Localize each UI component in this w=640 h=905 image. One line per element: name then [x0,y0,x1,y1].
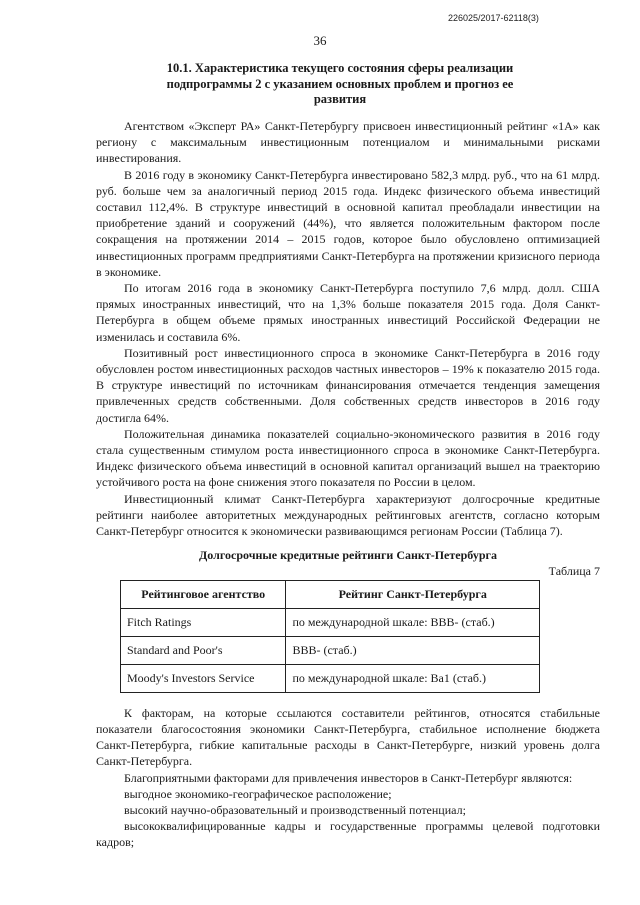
paragraph: В 2016 году в экономику Санкт-Петербурга инвестировано 582,3 млрд. руб., что на 61 млрд. руб. больше чем за аналогичный период 2015 года. Индекс физического объема инвестиций составил 112,4%. В структуре инвестиций в основной капитал преобладали инвестиции на приобретение зданий и сооружений (44%), что является положительным фактором после сокращения на протяжении 2014 – 2015 годов, которое было обусловлено оптимизацией инвестиционных программ предприятиями Санкт-Петербурга на протяжении кризисного периода в экономике. [96,167,600,279]
paragraph: По итогам 2016 года в экономику Санкт-Петербурга поступило 7,6 млрд. долл. США прямых иностранных инвестиций, что на 1,3% больше показателя 2015 года. Доля Санкт-Петербурга в общем объеме прямых иностранных инвестиций Российской Федерации не изменилась и составила 6%. [96,281,600,344]
table-row [121,636,540,664]
paragraph: Инвестиционный климат Санкт-Петербурга характеризуют долгосрочные кредитные рейтинги наиболее авторитетных международных рейтинговых агентств, согласно которым Санкт-Петербург относится к экономически развивающимся регионам России (Таблица 7). [96,491,600,539]
table-label: Таблица 7 [548,564,600,579]
table-cell-agency: Moody's Investors Service [121,664,286,692]
list-item: высококвалифицированные кадры и государственные программы целевой подготовки кадров; [96,819,600,850]
section-heading: 10.1. Характеристика текущего состояния сферы реализации подпрограммы 2 с указанием основных проблем и прогноз ее развития [166,61,514,106]
paragraph: Агентством «Эксперт РА» Санкт-Петербургу присвоен инвестиционный рейтинг «1А» как региону с максимальным инвестиционным потенциалом и минимальными рисками инвестирования. [96,119,600,166]
paragraph: К факторам, на которые ссылаются составители рейтингов, относятся стабильные показатели благосостояния экономики Санкт-Петербурга, стабильное исполнение бюджета Санкт-Петербурга, гибкие капитальные расходы в Санкт-Петербурге, низкий уровень долга Санкт-Петербурга. [96,705,600,769]
page-number: 36 [313,33,327,48]
paragraph: Позитивный рост инвестиционного спроса в экономике Санкт-Петербурга в 2016 году обусловлен ростом инвестиционных расходов частных инвесторов – 19% к показателю 2015 года. В структуре инвестиций по источникам финансирования отмечается тенденция замещения привлеченных средств собственными. Доля собственных средств инвесторов в 2016 году достигла 64%. [96,345,600,425]
table-cell-rating: по международной шкале: Ba1 (стаб.) [286,664,540,692]
paragraph: Положительная динамика показателей социально-экономического развития в 2016 году стала существенным стимулом роста инвестиционного спроса в экономике Санкт-Петербурга. Индекс физического объема инвестиций в основной капитал организаций вышел на траекторию устойчивого роста на фоне снижения этого показателя по России в целом. [96,426,600,490]
document-body [96,118,600,851]
ratings-table [120,580,540,693]
table-cell-rating: BBB- (стаб.) [286,636,540,664]
list-item: высокий научно-образовательный и производственный потенциал; [124,802,466,817]
table-cell-agency: Standard and Poor's [121,636,286,664]
table-cell-rating: по международной шкале: BBB- (стаб.) [286,608,540,636]
table-row [121,608,540,636]
table-cell-agency: Fitch Ratings [121,608,286,636]
table-header-cell: Рейтинговое агентство [121,580,286,608]
paragraph: Благоприятными факторами для привлечения инвесторов в Санкт-Петербург являются: [124,770,573,785]
table-caption: Долгосрочные кредитные рейтинги Санкт-Петербурга [199,548,497,563]
table-row [121,664,540,692]
table-header-row [121,580,540,608]
table-header-cell: Рейтинг Санкт-Петербурга [286,580,540,608]
document-id: 226025/2017-62118(3) [448,13,539,23]
list-item: выгодное экономико-географическое расположение; [124,786,392,801]
